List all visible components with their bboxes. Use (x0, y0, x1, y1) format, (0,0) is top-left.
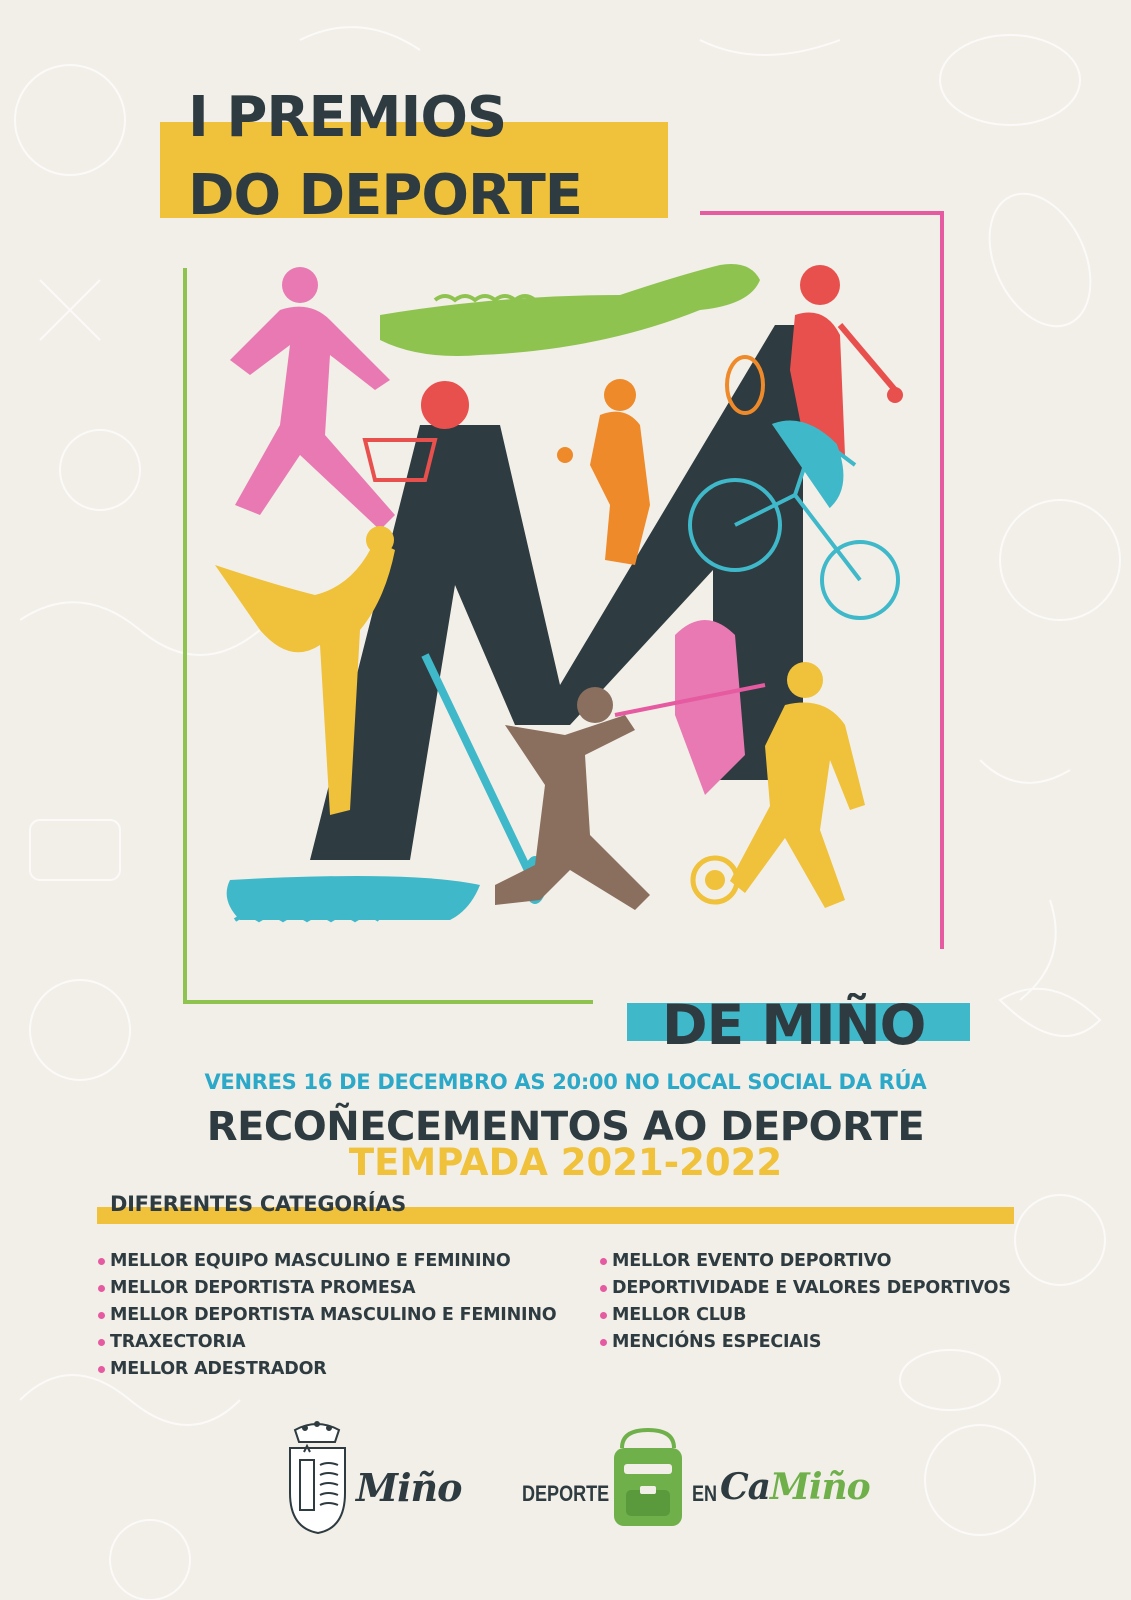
bullet-dot-icon (600, 1339, 607, 1346)
coat-of-arms-icon (290, 1422, 345, 1533)
category-item (600, 1329, 1011, 1356)
season-label: TEMPADA 2021-2022 (348, 1141, 783, 1184)
title-line-1: I PREMIOS (188, 85, 507, 150)
category-item (600, 1248, 1011, 1275)
category-item (600, 1302, 1011, 1329)
category-label: MELLOR DEPORTISTA MASCULINO E FEMININO (110, 1305, 557, 1325)
bullet-dot-icon (600, 1312, 607, 1319)
bullet-dot-icon (98, 1366, 105, 1373)
category-item (600, 1275, 1011, 1302)
program-word-en: EN (692, 1481, 718, 1506)
title-line-2: DO DEPORTE (188, 163, 583, 228)
category-item (98, 1356, 557, 1383)
program-word-deporte: DEPORTE (522, 1481, 610, 1506)
title-block (160, 80, 680, 230)
category-label: MELLOR ADESTRADOR (110, 1359, 327, 1379)
program-word-mino: Miño (769, 1466, 870, 1508)
bullet-dot-icon (600, 1285, 607, 1292)
category-item (98, 1275, 557, 1302)
category-label: MELLOR CLUB (612, 1305, 747, 1325)
program-word-camino (720, 1466, 870, 1508)
runner-figure (230, 267, 395, 530)
categories-list-left (98, 1248, 557, 1383)
backpack-icon (614, 1430, 682, 1526)
category-item (98, 1302, 557, 1329)
categories-heading: DIFERENTES CATEGORÍAS (110, 1192, 406, 1216)
title-line-3: DE MIÑO (662, 993, 926, 1057)
category-label: DEPORTIVIDADE E VALORES DEPORTIVOS (612, 1278, 1011, 1298)
bullet-dot-icon (600, 1258, 607, 1265)
category-label: MELLOR DEPORTISTA PROMESA (110, 1278, 416, 1298)
category-label: TRAXECTORIA (110, 1332, 246, 1352)
recognition-heading: RECOÑECEMENTOS AO DEPORTE (206, 1104, 925, 1150)
bullet-dot-icon (98, 1285, 105, 1292)
categories-list-right (600, 1248, 1011, 1356)
swimmer-figure (380, 264, 760, 356)
category-item (98, 1248, 557, 1275)
category-label: MELLOR EQUIPO MASCULINO E FEMININO (110, 1251, 511, 1271)
program-word-ca: Ca (720, 1466, 770, 1508)
footer-logos (0, 1420, 1131, 1540)
bullet-dot-icon (98, 1312, 105, 1319)
category-label: MENCIÓNS ESPECIAIS (612, 1332, 822, 1352)
bullet-dot-icon (98, 1258, 105, 1265)
sports-collage-m-illustration (205, 255, 925, 975)
event-details: VENRES 16 DE DECEMBRO AS 20:00 NO LOCAL SOCIAL DA RÚA (204, 1070, 927, 1094)
town-logo-text: Miño (356, 1465, 462, 1510)
category-label: MELLOR EVENTO DEPORTIVO (612, 1251, 892, 1271)
bullet-dot-icon (98, 1339, 105, 1346)
category-item (98, 1329, 557, 1356)
